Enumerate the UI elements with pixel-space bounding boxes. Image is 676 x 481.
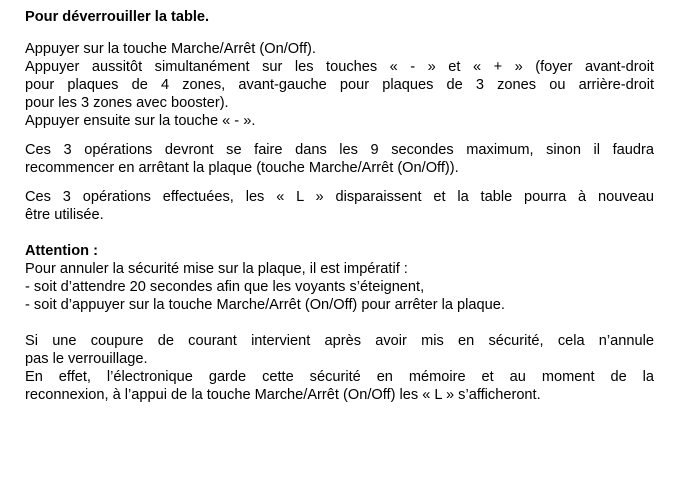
text-line: Si une coupure de courant intervient après avoir mis en sécurité, cela n’annule — [25, 333, 654, 349]
text-line: Pour annuler la sécurité mise sur la plaque, il est impératif : — [25, 261, 408, 277]
text-line: Ces 3 opérations devront se faire dans les 9 secondes maximum, sinon il faudra — [25, 142, 654, 158]
attention-section — [25, 242, 654, 314]
result-paragraph — [25, 188, 654, 224]
power-cut-paragraph — [25, 332, 654, 404]
text-line: Appuyer aussitôt simultanément sur les touches « - » et « + » (foyer avant-droit — [25, 59, 654, 75]
document-title: Pour déverrouiller la table. — [25, 9, 210, 25]
text-line: Appuyer ensuite sur la touche « - ». — [25, 113, 256, 129]
time-limit-paragraph — [25, 141, 654, 177]
text-line: pour les 3 zones avec booster). — [25, 95, 229, 111]
text-line: être utilisée. — [25, 207, 104, 223]
text-line: recommencer en arrêtant la plaque (touche Marche/Arrêt (On/Off)). — [25, 160, 459, 176]
text-line: En effet, l’électronique garde cette sécurité en mémoire et au moment de la — [25, 369, 654, 385]
text-line: Appuyer sur la touche Marche/Arrêt (On/Off). — [25, 41, 316, 57]
list-item: - soit d’appuyer sur la touche Marche/Arrêt (On/Off) pour arrêter la plaque. — [25, 297, 505, 313]
text-line: Ces 3 opérations effectuées, les « L » disparaissent et la table pourra à nouveau — [25, 189, 654, 205]
list-item: - soit d’attendre 20 secondes afin que les voyants s’éteignent, — [25, 279, 425, 295]
text-line: pas le verrouillage. — [25, 351, 148, 367]
text-line: reconnexion, à l’appui de la touche Marche/Arrêt (On/Off) les « L » s’afficheront. — [25, 387, 541, 403]
unlock-steps-paragraph — [25, 40, 654, 130]
attention-heading: Attention : — [25, 243, 98, 259]
text-line: pour plaques de 4 zones, avant-gauche pour plaques de 3 zones ou arrière-droit — [25, 77, 654, 93]
